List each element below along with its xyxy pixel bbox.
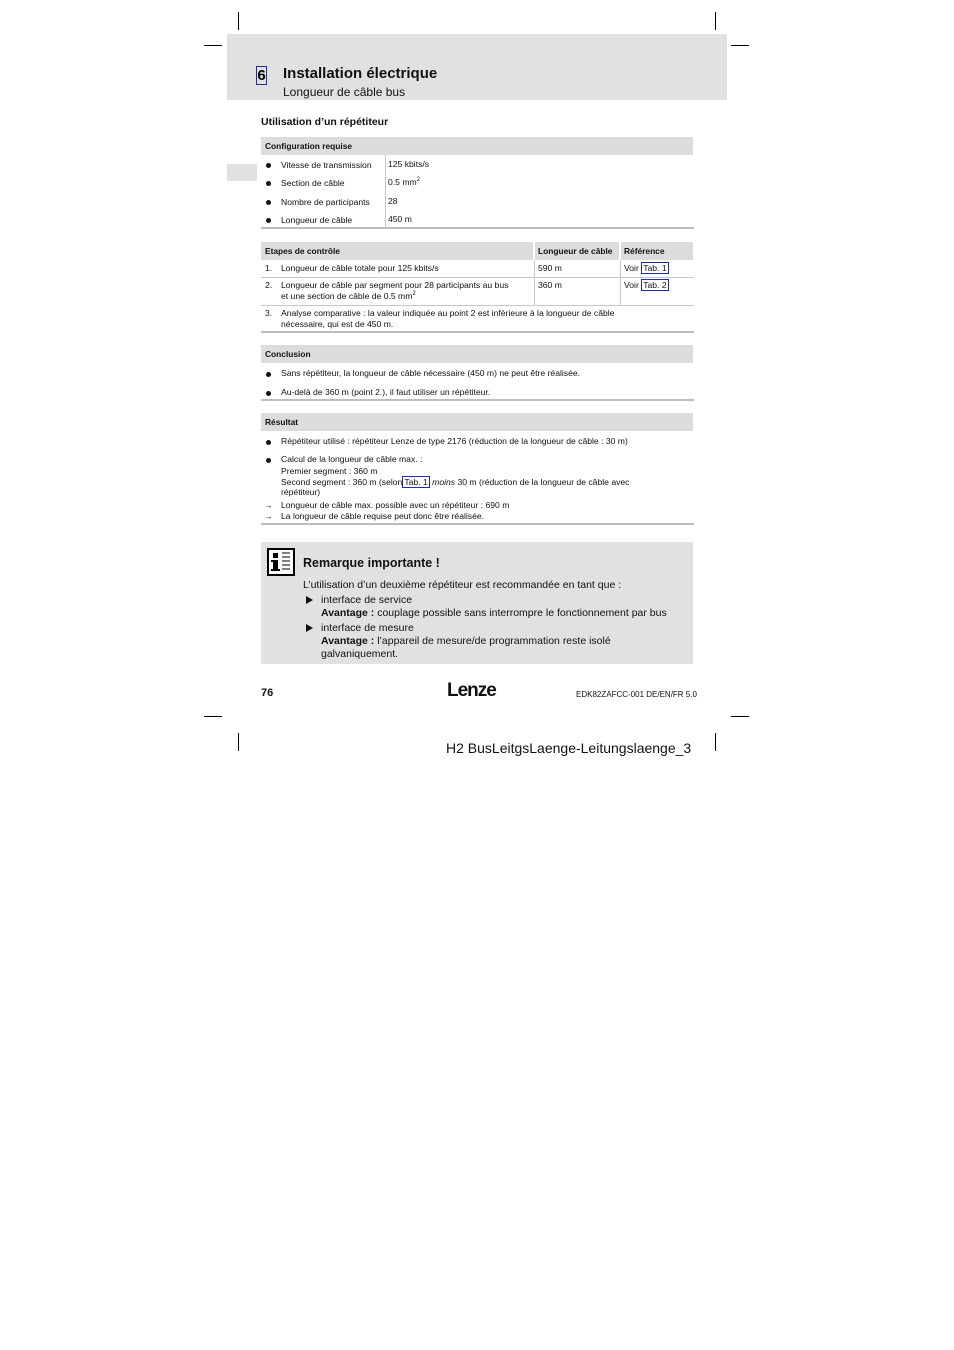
table-bottom-rule (261, 227, 694, 229)
step-text-line: Longueur de câble par segment pour 28 participants au bus (281, 280, 509, 290)
arrow-icon: → (264, 511, 273, 521)
chapter-title: Installation électrique (283, 65, 438, 82)
crop-mark (715, 733, 716, 751)
config-label: Section de câble (281, 178, 345, 188)
info-icon-glyph (269, 550, 293, 574)
crop-mark (238, 12, 239, 30)
config-table (261, 137, 693, 229)
crop-mark (204, 45, 222, 46)
steps-table (261, 242, 693, 333)
result-block (261, 413, 693, 525)
note-intro: L’utilisation d’un deuxième répétiteur est recommandée en tant que : (303, 579, 622, 591)
note-advantage (321, 635, 611, 648)
result-arrow-item: La longueur de câble requise peut donc être réalisée. (281, 511, 485, 521)
result-line: Calcul de la longueur de câble max. : (281, 454, 423, 464)
page-number: 76 (261, 687, 274, 699)
advantage-text: l’appareil de mesure/de programmation reste isolé (377, 635, 611, 647)
note-advantage (321, 607, 667, 620)
tab1-link[interactable]: Tab. 1 (404, 477, 428, 487)
lenze-logo: Lenze (447, 680, 496, 701)
step-number: 3. (265, 308, 273, 318)
result-arrow-item: Longueur de câble max. possible avec un répétiteur : 690 m (281, 500, 510, 510)
step-ref (624, 280, 669, 291)
block-bottom-rule (261, 523, 694, 525)
step-number: 1. (265, 263, 273, 273)
config-label: Vitesse de transmission (281, 160, 372, 170)
result-text-part: Second segment : 360 m (selon (281, 477, 403, 487)
config-value (388, 177, 420, 188)
column-divider (620, 260, 621, 305)
chapter-number-link[interactable]: 6 (257, 67, 266, 84)
steps-heading-ref (621, 242, 693, 260)
section-title: Utilisation d’un répétiteur (261, 116, 389, 128)
config-value: 450 m (388, 214, 412, 224)
crop-mark (731, 45, 749, 46)
step-text-line: nécessaire, qui est de 450 m. (281, 319, 394, 329)
info-icon (267, 548, 295, 576)
ref-prefix: Voir (624, 280, 639, 290)
steps-heading-text: Etapes de contrôle (265, 246, 340, 256)
result-heading-text: Résultat (265, 417, 299, 427)
bullet (266, 391, 271, 396)
note-title: Remarque importante ! (303, 556, 440, 570)
length-heading-text: Longueur de câble (538, 246, 613, 256)
bullet (266, 181, 271, 186)
config-value: 28 (388, 196, 398, 206)
crop-mark (731, 716, 749, 717)
advantage-label: Avantage : (321, 635, 375, 647)
note-item: interface de mesure (321, 622, 414, 634)
conclusion-item: Sans répétiteur, la longueur de câble nécessaire (450 m) ne peut être réalisée. (281, 368, 581, 378)
result-emphasis: moins (432, 477, 456, 487)
note-advantage-cont: galvaniquement. (321, 648, 399, 660)
result-item (281, 454, 691, 498)
ref-prefix: Voir (624, 263, 639, 273)
step-ref (624, 263, 669, 274)
bullet (266, 218, 271, 223)
tab1-link[interactable]: Tab. 1 (643, 263, 667, 273)
tab2-link[interactable]: Tab. 2 (643, 280, 667, 290)
config-table-heading (261, 137, 693, 155)
row-rule (261, 277, 694, 278)
crop-mark (204, 716, 222, 717)
step-text: Longueur de câble totale pour 125 kbits/s (281, 263, 439, 273)
note-item: interface de service (321, 594, 413, 606)
result-text-part: 30 m (réduction de la longueur de câble avec (457, 477, 630, 487)
result-line: Premier segment : 360 m (281, 465, 378, 476)
column-divider (534, 260, 535, 305)
step-text-line (281, 291, 533, 302)
column-divider (385, 155, 386, 228)
conclusion-heading-text: Conclusion (265, 349, 311, 359)
conclusion-block (261, 345, 693, 401)
superscript: 2 (416, 177, 420, 184)
bullet (266, 163, 271, 168)
steps-heading-step (261, 242, 533, 260)
config-label: Longueur de câble (281, 215, 353, 225)
step-number: 2. (265, 280, 273, 290)
superscript: 2 (412, 291, 416, 298)
bullet (266, 372, 271, 377)
triangle-bullet-icon (306, 596, 313, 604)
step-text-line: Analyse comparative : la valeur indiquée au point 2 est inférieure à la longueur de câble (281, 308, 615, 318)
result-line: répétiteur) (281, 486, 321, 497)
bullet (266, 458, 271, 463)
arrow-icon: → (264, 500, 273, 510)
config-label: Nombre de participants (281, 197, 370, 207)
result-item: Répétiteur utilisé : répétiteur Lenze de type 2176 (réduction de la longueur de câble : 30 m) (281, 436, 628, 446)
step-text (281, 280, 533, 302)
advantage-label: Avantage : (321, 607, 375, 619)
step-length: 360 m (538, 280, 562, 290)
side-tab-marker (227, 164, 257, 181)
bullet (266, 200, 271, 205)
crop-mark (238, 733, 239, 751)
config-value-text: 0.5 mm (388, 177, 417, 187)
config-value: 125 kbits/s (388, 159, 430, 169)
triangle-bullet-icon (306, 624, 313, 632)
bullet (266, 440, 271, 445)
important-note (261, 542, 693, 664)
result-heading (261, 413, 693, 431)
row-rule (261, 305, 694, 306)
conclusion-item: Au-delà de 360 m (point 2.), il faut utiliser un répétiteur. (281, 387, 491, 397)
block-bottom-rule (261, 399, 694, 401)
step-length: 590 m (538, 263, 562, 273)
step-text (281, 308, 691, 330)
conclusion-heading (261, 345, 693, 363)
table-bottom-rule (261, 331, 694, 333)
step-text-part: et une section de câble de 0.5 mm (281, 291, 413, 301)
crop-mark (715, 12, 716, 30)
bottom-caption: H2 BusLeitgsLaenge-Leitungslaenge_3 (446, 740, 692, 756)
document-reference: EDK82ZAFCC-001 DE/EN/FR 5.0 (576, 690, 697, 699)
steps-heading-length (535, 242, 619, 260)
ref-heading-text: Référence (624, 246, 665, 256)
config-heading-text: Configuration requise (265, 141, 353, 151)
chapter-subtitle: Longueur de câble bus (283, 85, 406, 99)
advantage-text: couplage possible sans interrompre le fonctionnement par bus (377, 607, 667, 619)
